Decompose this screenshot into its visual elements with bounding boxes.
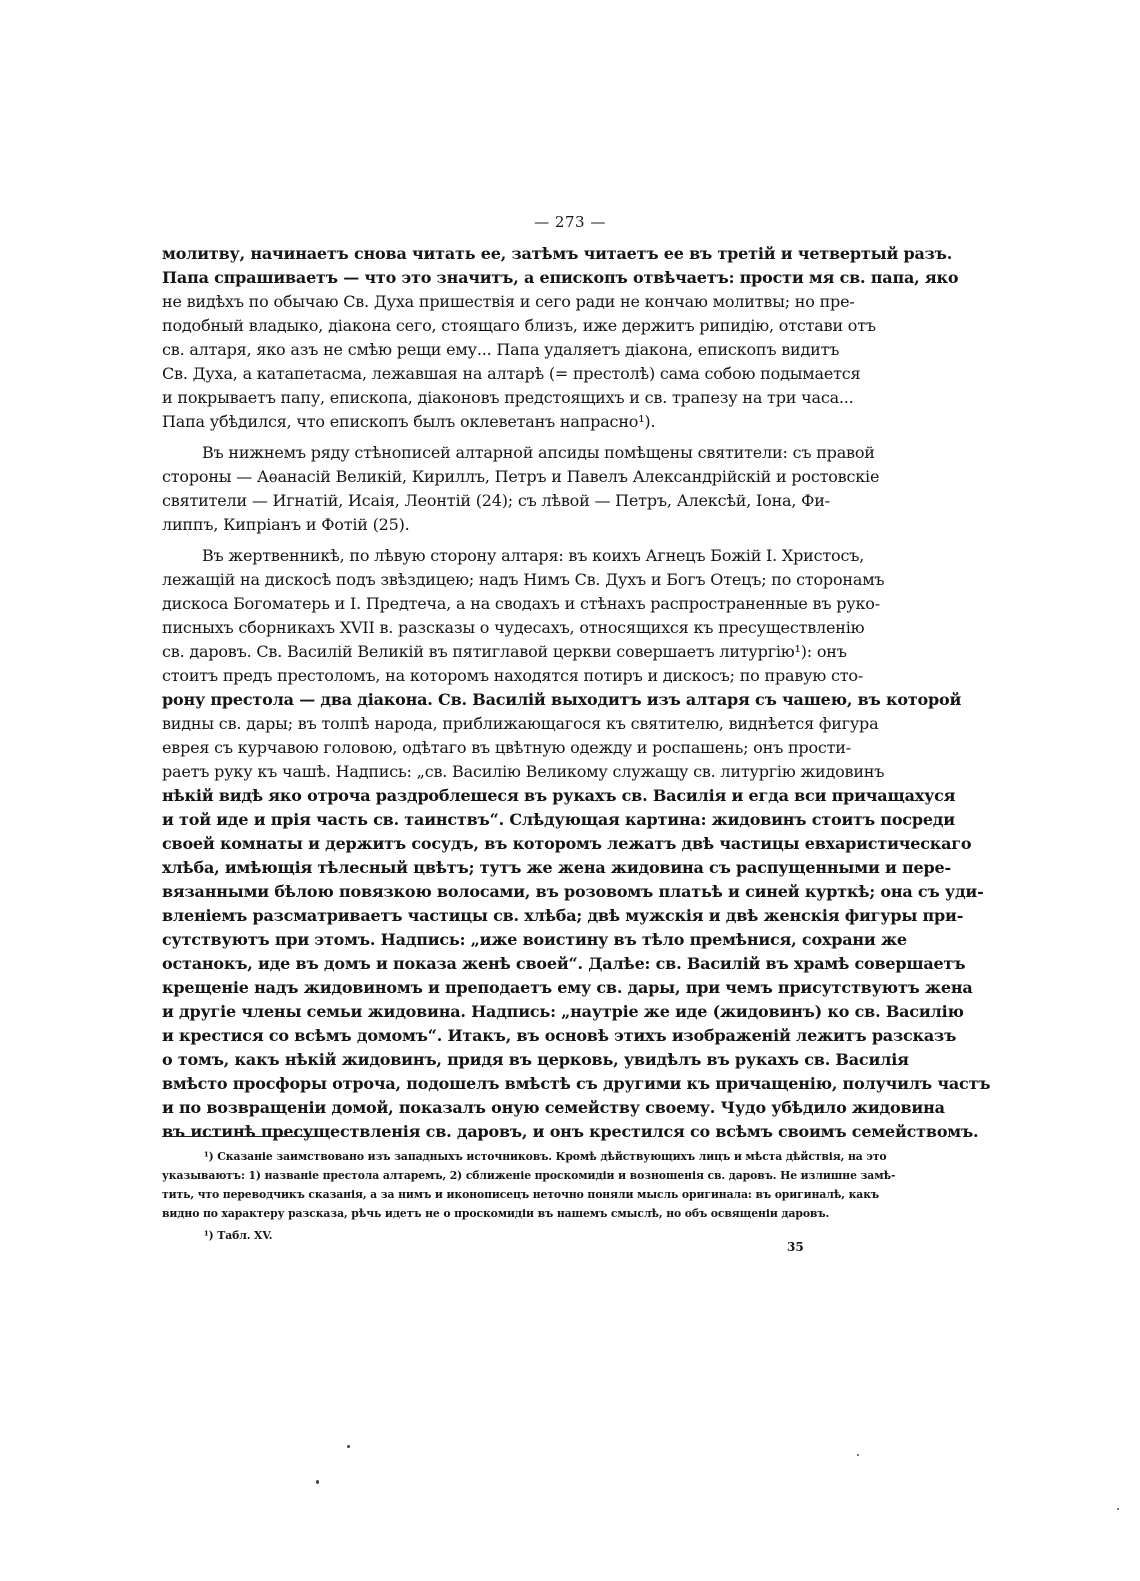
text-line: липпъ, Кипріанъ и Фотій (25).	[162, 515, 410, 534]
footnote-line: указываютъ: 1) названіе престола алтаремъ, 2) сближеніе проскомидіи и возношенія св. даровъ. Не излишне замѣ-	[162, 1169, 896, 1182]
text-line: и той иде и прія часть св. таинствъ“. Слѣдующая картина: жидовинъ стоитъ посреди	[162, 810, 955, 829]
page-number: — 273 —	[534, 213, 606, 231]
footnote-line: ¹) Табл. XV.	[204, 1229, 273, 1242]
text-line: вмѣсто просфоры отроча, подошелъ вмѣстѣ съ другими къ причащенію, получилъ частъ	[162, 1074, 991, 1093]
text-line: въ истинѣ пресуществленія св. даровъ, и онъ крестился со всѣмъ своимъ семействомъ.	[162, 1122, 979, 1141]
text-line: еврея съ курчавою головою, одѣтаго въ цвѣтную одежду и роспашень; онъ прости-	[162, 738, 851, 757]
text-line: Въ нижнемъ ряду стѣнописей алтарной апсиды помѣщены святители: съ правой	[202, 443, 875, 462]
text-line: святители — Игнатій, Исаія, Леонтій (24); съ лѣвой — Петръ, Алексѣй, Іона, Фи-	[162, 491, 830, 510]
text-line: крещеніе надъ жидовиномъ и преподаетъ ему св. дары, при чемъ присутствуютъ жена	[162, 978, 973, 997]
text-line: Св. Духа, а катапетасма, лежавшая на алтарѣ (= престолѣ) сама собою подымается	[162, 364, 861, 383]
text-line: останокъ, иде въ домъ и показа женѣ своей“. Далѣе: св. Василій въ храмѣ совершаетъ	[162, 954, 966, 973]
text-line: стороны — Аѳанасій Великій, Кириллъ, Петръ и Павелъ Александрійскій и ростовскіе	[162, 467, 880, 486]
text-line: св. алтаря, яко азъ не смѣю рещи ему... Папа удаляетъ діакона, епископъ видитъ	[162, 340, 840, 359]
text-line: стоитъ предъ престоломъ, на которомъ находятся потиръ и дискосъ; по правую сто-	[162, 666, 864, 685]
text-line: и по возвращеніи домой, показалъ оную семейству своему. Чудо убѣдило жидовина	[162, 1098, 945, 1117]
scan-speck	[857, 1454, 859, 1456]
scan-speck	[347, 1445, 350, 1448]
text-line: вленіемъ разсматриваетъ частицы св. хлѣба; двѣ мужскія и двѣ женскія фигуры при-	[162, 906, 964, 925]
footnote-line: ¹) Сказаніе заимствовано изъ западныхъ источниковъ. Кромѣ дѣйствующихъ лицъ и мѣста дѣйствія, на это	[204, 1150, 887, 1163]
text-line: Въ жертвенникѣ, по лѣвую сторону алтаря: въ коихъ Агнецъ Божій І. Христосъ,	[202, 546, 865, 565]
text-line: раетъ руку къ чашѣ. Надпись: „св. Василію Великому служащу св. литургію жидовинъ	[162, 762, 885, 781]
text-line: Папа убѣдился, что епископъ былъ оклеветанъ напрасно¹).	[162, 412, 656, 431]
text-line: дискоса Богоматерь и І. Предтеча, а на сводахъ и стѣнахъ распространенные въ руко-	[162, 594, 880, 613]
footnote-line: видно по характеру разсказа, рѣчь идетъ не о проскомидіи въ нашемъ смыслѣ, но объ освященіи даровъ.	[162, 1207, 830, 1220]
text-line: нѣкій видѣ яко отроча раздроблешеся въ рукахъ св. Василія и егда вси причащахуся	[162, 786, 956, 805]
text-line: и покрываетъ папу, епископа, діаконовъ предстоящихъ и св. трапезу на три часа...	[162, 388, 854, 407]
text-line: видны св. дары; въ толпѣ народа, приближающагося къ святителю, виднѣется фигура	[162, 714, 879, 733]
text-line: лежащій на дискосѣ подъ звѣздицею; надъ Нимъ Св. Духъ и Богъ Отецъ; по сторонамъ	[162, 570, 885, 589]
text-line: сутствуютъ при этомъ. Надпись: „иже воистину въ тѣло премѣнися, сохрани же	[162, 930, 907, 949]
text-line: своей комнаты и держитъ сосудъ, въ которомъ лежатъ двѣ частицы евхаристическаго	[162, 834, 972, 853]
signature-mark: 35	[787, 1240, 804, 1254]
text-line: подобный владыко, діакона сего, стоящаго близъ, иже держитъ рипидію, отстави отъ	[162, 316, 876, 335]
text-line: и крестися со всѣмъ домомъ“. Итакъ, въ основѣ этихъ изображеній лежитъ разсказъ	[162, 1026, 957, 1045]
text-line: и другіе члены семьи жидовина. Надпись: „наутріе же иде (жидовинъ) ко св. Василію	[162, 1002, 964, 1021]
text-line: молитву, начинаетъ снова читать ее, затѣмъ читаетъ ее въ третій и четвертый разъ.	[162, 244, 953, 263]
text-line: о томъ, какъ нѣкій жидовинъ, придя въ церковь, увидѣлъ въ рукахъ св. Василія	[162, 1050, 909, 1069]
text-line: писныхъ сборникахъ XVII в. разсказы о чудесахъ, относящихся къ пресуществленію	[162, 618, 865, 637]
text-line: св. даровъ. Св. Василій Великій въ пятиглавой церкви совершаетъ литургію¹): онъ	[162, 642, 847, 661]
text-line: не видѣхъ по обычаю Св. Духа пришествія и сего ради не кончаю молитвы; но пре-	[162, 292, 855, 311]
text-line: рону престола — два діакона. Св. Василій выходитъ изъ алтаря съ чашею, въ которой	[162, 690, 962, 709]
scan-speck	[1117, 1508, 1119, 1510]
footnotes	[162, 1147, 896, 1245]
text-line: хлѣба, имѣющія тѣлесный цвѣтъ; тутъ же жена жидовина съ распущенными и пере-	[162, 858, 951, 877]
text-line: Папа спрашиваетъ — что это значитъ, а епископъ отвѣчаетъ: прости мя св. папа, яко	[162, 268, 959, 287]
text-line: вязанными бѣлою повязкою волосами, въ розовомъ платьѣ и синей курткѣ; она съ уди-	[162, 882, 984, 901]
scan-speck	[316, 1480, 319, 1484]
footnote-divider	[162, 1136, 322, 1137]
footnote-line: тить, что переводчикъ сказанія, а за нимъ и иконописецъ неточно поняли мысль оригинала: въ оригиналѣ, какъ	[162, 1188, 880, 1201]
body-text	[162, 242, 991, 1144]
